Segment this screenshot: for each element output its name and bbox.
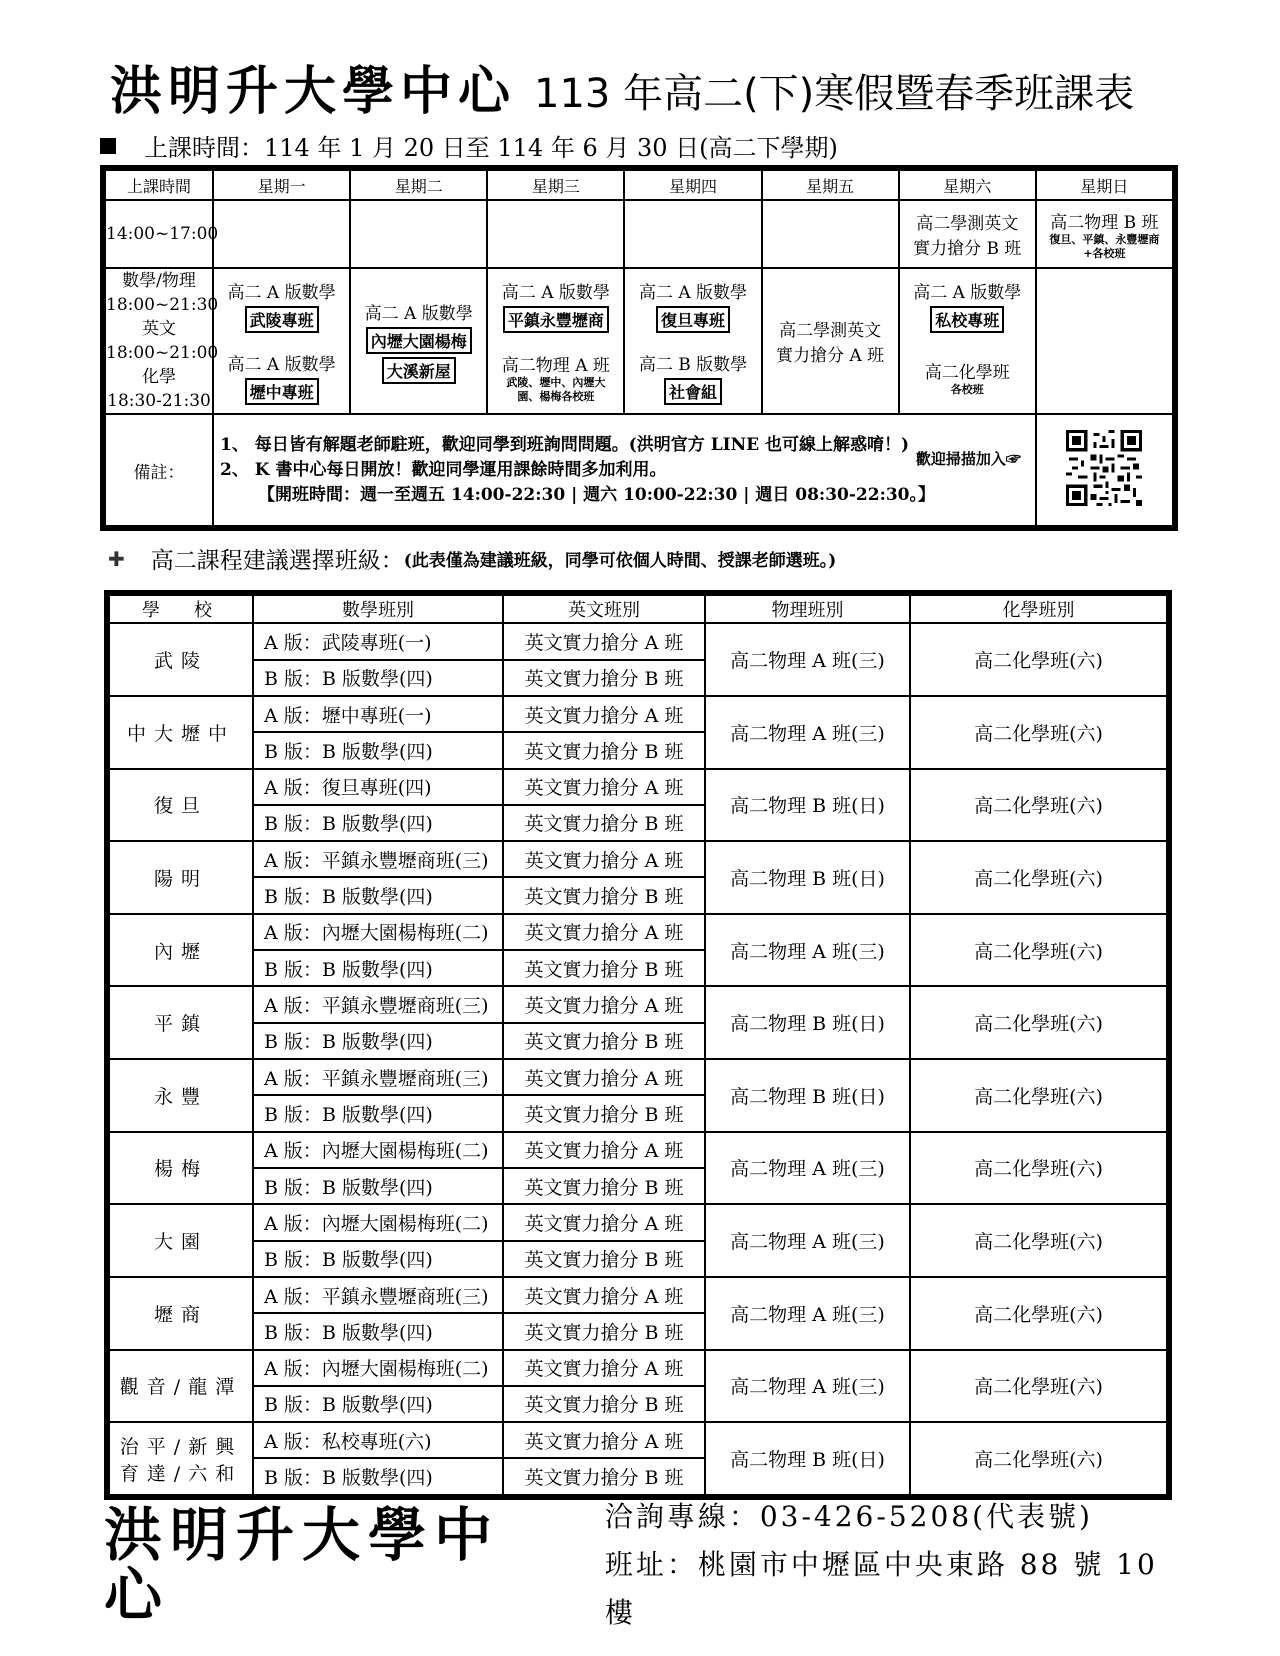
physics-class: 高二物理 A 班(三) bbox=[705, 696, 910, 769]
math-class-a: A 版：私校專班(六) bbox=[253, 1422, 503, 1458]
page-title: 113 年高二(下)寒假暨春季班課表 bbox=[534, 71, 1135, 117]
table-row bbox=[109, 1204, 1167, 1240]
table-row bbox=[109, 623, 1167, 659]
english-class-a: 英文實力搶分 A 班 bbox=[503, 1350, 705, 1386]
header-sun: 星期日 bbox=[1036, 170, 1173, 200]
math-class-b: B 版：B 版數學(四) bbox=[253, 1168, 503, 1204]
evening-time-line: 18:00~21:30 bbox=[106, 295, 219, 315]
afternoon-sat-class: 高二學測英文實力搶分 B 班 bbox=[899, 200, 1036, 268]
math-class-a: A 版：平鎮永豐壢商班(三) bbox=[253, 1059, 503, 1095]
thu-top-badge: 復旦專班 bbox=[656, 306, 730, 333]
table-row bbox=[109, 986, 1167, 1022]
table-row bbox=[109, 1422, 1167, 1458]
table-row bbox=[109, 1350, 1167, 1386]
notes-label: 備註： bbox=[105, 414, 213, 526]
english-class-a: 英文實力搶分 A 班 bbox=[503, 623, 705, 659]
afternoon-tue-empty bbox=[350, 200, 487, 268]
square-bullet-icon bbox=[100, 138, 116, 154]
chemistry-class: 高二化學班(六) bbox=[910, 1422, 1167, 1495]
english-class-a: 英文實力搶分 A 班 bbox=[503, 1204, 705, 1240]
suggestion-table bbox=[108, 594, 1168, 1496]
english-class-b: 英文實力搶分 B 班 bbox=[503, 1023, 705, 1059]
school-name: 武陵 bbox=[109, 623, 253, 696]
english-class-a: 英文實力搶分 A 班 bbox=[503, 696, 705, 732]
mon-bot-class: 高二 A 版數學 bbox=[227, 354, 336, 375]
evening-time-line: 化學 bbox=[142, 367, 176, 387]
chemistry-class: 高二化學班(六) bbox=[910, 1277, 1167, 1350]
header-english: 英文班別 bbox=[503, 595, 705, 623]
physics-class: 高二物理 A 班(三) bbox=[705, 1277, 910, 1350]
contact-info bbox=[605, 1493, 1194, 1637]
english-class-b: 英文實力搶分 B 班 bbox=[503, 1168, 705, 1204]
page-footer bbox=[104, 1500, 1194, 1629]
chemistry-class: 高二化學班(六) bbox=[910, 914, 1167, 987]
course-period bbox=[100, 128, 838, 163]
chemistry-class: 高二化學班(六) bbox=[910, 1059, 1167, 1132]
school-name: 陽明 bbox=[109, 841, 253, 914]
english-class-b: 英文實力搶分 B 班 bbox=[503, 950, 705, 986]
school-name: 壢商 bbox=[109, 1277, 253, 1350]
thu-bot-class: 高二 B 版數學 bbox=[638, 354, 748, 375]
table-row bbox=[109, 769, 1167, 805]
header-thu: 星期四 bbox=[624, 170, 761, 200]
math-class-b: B 版：B 版數學(四) bbox=[253, 1386, 503, 1422]
math-class-a: A 版：平鎮永豐壢商班(三) bbox=[253, 841, 503, 877]
table-row bbox=[109, 1277, 1167, 1313]
wed-bot-schools: 武陵、壢中、內壢大園、楊梅各校班 bbox=[506, 375, 606, 403]
school-name: 大園 bbox=[109, 1204, 253, 1277]
chemistry-class: 高二化學班(六) bbox=[910, 841, 1167, 914]
thu-bot-badge: 社會組 bbox=[664, 378, 722, 405]
school-name: 復旦 bbox=[109, 769, 253, 842]
evening-time bbox=[105, 268, 219, 414]
physics-class: 高二物理 B 班(日) bbox=[705, 841, 910, 914]
evening-thu bbox=[624, 268, 761, 414]
english-class-b: 英文實力搶分 B 班 bbox=[503, 660, 705, 696]
english-class-a: 英文實力搶分 A 班 bbox=[503, 1422, 705, 1458]
notes-row bbox=[105, 414, 1173, 526]
math-class-b: B 版：B 版數學(四) bbox=[253, 732, 503, 768]
school-name: 觀音/龍潭 bbox=[109, 1350, 253, 1423]
math-class-b: B 版：B 版數學(四) bbox=[253, 660, 503, 696]
afternoon-thu-empty bbox=[624, 200, 761, 268]
tue-class: 高二 A 版數學 bbox=[364, 303, 473, 324]
suggestion-header-row bbox=[109, 595, 1167, 623]
english-class-b: 英文實力搶分 B 班 bbox=[503, 805, 705, 841]
header-math: 數學班別 bbox=[253, 595, 503, 623]
physics-class: 高二物理 B 班(日) bbox=[705, 986, 910, 1059]
evening-tue bbox=[350, 268, 487, 414]
english-class-a: 英文實力搶分 A 班 bbox=[503, 841, 705, 877]
physics-class: 高二物理 A 班(三) bbox=[705, 623, 910, 696]
section-title: 高二課程建議選擇班級： bbox=[150, 548, 404, 574]
math-class-a: A 版：內壢大園楊梅班(二) bbox=[253, 1204, 503, 1240]
evening-time-line: 數學/物理 bbox=[122, 271, 196, 291]
math-class-a: A 版：壢中專班(一) bbox=[253, 696, 503, 732]
evening-fri-class: 高二學測英文實力搶分 A 班 bbox=[762, 268, 899, 414]
english-class-b: 英文實力搶分 B 班 bbox=[503, 1458, 705, 1495]
contact-address: 班址：桃園市中壢區中央東路 88 號 10 樓 bbox=[604, 1548, 1158, 1629]
tue-badge-1: 內壢大園楊梅 bbox=[366, 327, 472, 354]
math-class-b: B 版：B 版數學(四) bbox=[253, 805, 503, 841]
course-period-text: 上課時間：114 年 1 月 20 日至 114 年 6 月 30 日(高二下學期) bbox=[144, 134, 838, 162]
notes-content bbox=[213, 414, 1036, 526]
note-line-1: 1、 每日皆有解題老師駐班，歡迎同學到班詢問問題。(洪明官方 LINE 也可線上解惑唷！) bbox=[220, 434, 910, 455]
afternoon-time: 14:00~17:00 bbox=[105, 200, 213, 268]
header-school: 學 校 bbox=[109, 595, 253, 623]
table-row bbox=[109, 914, 1167, 950]
physics-class: 高二物理 B 班(日) bbox=[705, 1422, 910, 1495]
schedule-table-frame bbox=[100, 165, 1178, 531]
school-name: 平鎮 bbox=[109, 986, 253, 1059]
evening-row bbox=[105, 268, 1173, 414]
afternoon-row bbox=[105, 200, 1173, 268]
tue-badge-2: 大溪新屋 bbox=[382, 357, 456, 384]
chemistry-class: 高二化學班(六) bbox=[910, 1132, 1167, 1205]
physics-class: 高二物理 A 班(三) bbox=[705, 914, 910, 987]
math-class-b: B 版：B 版數學(四) bbox=[253, 950, 503, 986]
evening-time-line: 英文 bbox=[142, 319, 176, 339]
brand-logo-text: 洪明升大學中心 bbox=[110, 61, 517, 122]
note-line-3: 【開班時間：週一至週五 14:00-22:30 | 週六 10:00-22:30 | 週日 08:30-22:30。】 bbox=[258, 484, 936, 505]
header-fri: 星期五 bbox=[762, 170, 899, 200]
chemistry-class: 高二化學班(六) bbox=[910, 696, 1167, 769]
evening-sat bbox=[899, 268, 1036, 414]
math-class-a: A 版：武陵專班(一) bbox=[253, 623, 503, 659]
header-sat: 星期六 bbox=[899, 170, 1036, 200]
chemistry-class: 高二化學班(六) bbox=[910, 769, 1167, 842]
scan-prompt: 歡迎掃描加入☞ bbox=[915, 450, 1021, 468]
afternoon-fri-empty bbox=[762, 200, 899, 268]
afternoon-wed-empty bbox=[487, 200, 624, 268]
school-name: 治平/新興 育達/六和 bbox=[109, 1422, 253, 1495]
table-row bbox=[109, 1132, 1167, 1168]
chemistry-class: 高二化學班(六) bbox=[910, 986, 1167, 1059]
mon-top-class: 高二 A 版數學 bbox=[227, 282, 336, 303]
english-class-a: 英文實力搶分 A 班 bbox=[503, 986, 705, 1022]
chemistry-class: 高二化學班(六) bbox=[910, 1350, 1167, 1423]
schedule-header-row bbox=[105, 170, 1173, 200]
school-name: 內壢 bbox=[109, 914, 253, 987]
qr-code-icon[interactable] bbox=[1066, 430, 1142, 506]
header-wed: 星期三 bbox=[487, 170, 624, 200]
evening-time-line: 18:00~21:00 bbox=[106, 343, 219, 363]
sat-bot-class: 高二化學班 bbox=[924, 362, 1010, 383]
physics-class: 高二物理 A 班(三) bbox=[705, 1350, 910, 1423]
math-class-a: A 版：復旦專班(四) bbox=[253, 769, 503, 805]
math-class-a: A 版：內壢大園楊梅班(二) bbox=[253, 914, 503, 950]
wed-bot-class: 高二物理 A 班 bbox=[501, 355, 610, 376]
math-class-b: B 版：B 版數學(四) bbox=[253, 1023, 503, 1059]
afternoon-mon-empty bbox=[213, 200, 350, 268]
section-note: (此表僅為建議班級，同學可依個人時間、授課老師選班。) bbox=[403, 551, 837, 571]
sat-top-class: 高二 A 版數學 bbox=[913, 282, 1022, 303]
pushpin-icon: ✚ bbox=[108, 546, 125, 571]
header-mon: 星期一 bbox=[213, 170, 350, 200]
table-row bbox=[109, 841, 1167, 877]
table-row bbox=[109, 696, 1167, 732]
english-class-a: 英文實力搶分 A 班 bbox=[503, 914, 705, 950]
school-name: 楊梅 bbox=[109, 1132, 253, 1205]
math-class-b: B 版：B 版數學(四) bbox=[253, 1095, 503, 1131]
school-name: 永豐 bbox=[109, 1059, 253, 1132]
thu-top-class: 高二 A 版數學 bbox=[638, 282, 748, 303]
header-time: 上課時間 bbox=[105, 170, 213, 200]
math-class-b: B 版：B 版數學(四) bbox=[253, 1241, 503, 1277]
header-chemistry: 化學班別 bbox=[910, 595, 1167, 623]
physics-class: 高二物理 B 班(日) bbox=[705, 1059, 910, 1132]
english-class-a: 英文實力搶分 A 班 bbox=[503, 1132, 705, 1168]
math-class-b: B 版：B 版數學(四) bbox=[253, 877, 503, 913]
math-class-b: B 版：B 版數學(四) bbox=[253, 1458, 503, 1495]
math-class-a: A 版：平鎮永豐壢商班(三) bbox=[253, 1277, 503, 1313]
sun-class-title: 高二物理 B 班 bbox=[1050, 212, 1159, 233]
sat-bot-schools: 各校班 bbox=[950, 382, 984, 396]
math-class-a: A 版：平鎮永豐壢商班(三) bbox=[253, 986, 503, 1022]
math-class-a: A 版：內壢大園楊梅班(二) bbox=[253, 1132, 503, 1168]
page-header bbox=[110, 52, 1190, 122]
suggestion-section-heading bbox=[108, 542, 836, 575]
english-class-a: 英文實力搶分 A 班 bbox=[503, 1277, 705, 1313]
physics-class: 高二物理 A 班(三) bbox=[705, 1132, 910, 1205]
english-class-a: 英文實力搶分 A 班 bbox=[503, 1059, 705, 1095]
mon-bot-badge: 壢中專班 bbox=[245, 378, 319, 405]
qr-cell bbox=[1036, 414, 1173, 526]
evening-time-line: 18:30-21:30 bbox=[107, 391, 211, 411]
english-class-b: 英文實力搶分 B 班 bbox=[503, 732, 705, 768]
physics-class: 高二物理 A 班(三) bbox=[705, 1204, 910, 1277]
evening-wed bbox=[487, 268, 624, 414]
english-class-b: 英文實力搶分 B 班 bbox=[503, 1313, 705, 1349]
english-class-a: 英文實力搶分 A 班 bbox=[503, 769, 705, 805]
chemistry-class: 高二化學班(六) bbox=[910, 623, 1167, 696]
evening-mon bbox=[213, 268, 350, 414]
wed-top-class: 高二 A 版數學 bbox=[501, 282, 610, 303]
afternoon-sun-class bbox=[1036, 200, 1173, 268]
math-class-a: A 版：內壢大園楊梅班(二) bbox=[253, 1350, 503, 1386]
header-physics: 物理班別 bbox=[705, 595, 910, 623]
math-class-b: B 版：B 版數學(四) bbox=[253, 1313, 503, 1349]
contact-phone: 洽詢專線：03-426-5208(代表號) bbox=[604, 1500, 1093, 1533]
note-line-2: 2、 K 書中心每日開放！歡迎同學運用課餘時間多加利用。 bbox=[220, 459, 667, 480]
footer-brand: 洪明升大學中心 bbox=[104, 1501, 501, 1629]
sun-class-schools: 復旦、平鎮、永豐壢商+各校班 bbox=[1049, 232, 1160, 260]
schedule-table bbox=[104, 169, 1174, 527]
english-class-b: 英文實力搶分 B 班 bbox=[503, 1095, 705, 1131]
table-row bbox=[109, 1059, 1167, 1095]
english-class-b: 英文實力搶分 B 班 bbox=[503, 1386, 705, 1422]
sat-top-badge: 私校專班 bbox=[930, 306, 1004, 333]
school-name: 中大壢中 bbox=[109, 696, 253, 769]
chemistry-class: 高二化學班(六) bbox=[910, 1204, 1167, 1277]
english-class-b: 英文實力搶分 B 班 bbox=[503, 877, 705, 913]
evening-sun-empty bbox=[1036, 268, 1173, 414]
mon-top-badge: 武陵專班 bbox=[245, 306, 319, 333]
header-tue: 星期二 bbox=[350, 170, 487, 200]
english-class-b: 英文實力搶分 B 班 bbox=[503, 1241, 705, 1277]
suggestion-table-frame bbox=[104, 590, 1172, 1500]
wed-top-badge: 平鎮永豐壢商 bbox=[503, 306, 609, 333]
physics-class: 高二物理 B 班(日) bbox=[705, 769, 910, 842]
